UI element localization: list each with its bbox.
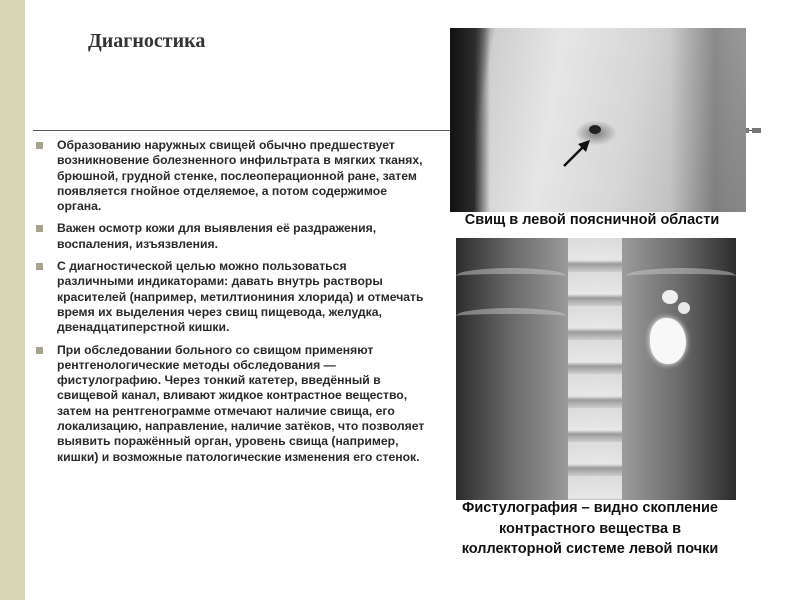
square-bullet-icon xyxy=(36,263,43,270)
fistula-photo xyxy=(450,28,746,212)
bullet-text: При обследовании больного со свищом применяют рентгенологические методы обследования — фистулографию. Через тонкий катетер, введённый в свищевой канал, вливают жидкое контрастное вещество, затем на рентгенограмме отмечают наличие свища, его локализацию, направление, наличие затёков, что позволяет выявить поражённый орган, уровень свища (например, кишки) и возможные патологические изменения его стенок. xyxy=(57,342,425,464)
square-bullet-icon xyxy=(36,142,43,149)
photo-shadow xyxy=(450,28,490,212)
xray-contrast-kidney xyxy=(650,318,686,364)
xray-caption-line: контрастного вещества в xyxy=(498,520,681,537)
list-item xyxy=(36,343,426,465)
bullet-text: С диагностической целью можно пользоваться различными индикаторами: давать внутрь растворы красителей (например, метилтиониния хлорида) и отмечать время их выделения через свищ пищевода, желудка, двенадцатиперстной кишки. xyxy=(57,259,424,335)
photo-skin-fold xyxy=(670,28,746,212)
xray-caption xyxy=(424,498,756,560)
xray-contrast-calyx xyxy=(678,302,690,314)
bullet-list xyxy=(36,138,426,472)
left-decor-band xyxy=(0,0,25,600)
bullet-text: Образованию наружных свищей обычно предшествует возникновение болезненного инфильтрата в мягких тканях, брюшной, грудной стенке, послеоперационной ране, затем появляется гнойное отделяемое, а потом содержимое органа. xyxy=(57,138,423,214)
list-item xyxy=(36,259,426,335)
xray-caption-line: Фистулография – видно скопление xyxy=(462,500,718,516)
list-item xyxy=(36,221,426,252)
fistulography-xray xyxy=(456,238,736,500)
xray-rib xyxy=(626,268,736,284)
xray-spine xyxy=(568,238,622,500)
square-bullet-icon xyxy=(36,225,43,232)
bullet-text: Важен осмотр кожи для выявления её раздражения, воспаления, изъязвления. xyxy=(57,221,377,251)
xray-rib xyxy=(456,268,566,284)
arrow-pointer-icon xyxy=(560,136,594,170)
divider-end-mark xyxy=(752,128,761,133)
xray-contrast-calyx xyxy=(662,290,678,304)
slide-title: Диагностика xyxy=(88,30,206,52)
xray-caption-line: коллекторной системе левой почки xyxy=(461,541,719,557)
square-bullet-icon xyxy=(36,347,43,354)
photo-caption: Свищ в левой поясничной области xyxy=(464,212,720,228)
xray-rib xyxy=(456,308,566,324)
list-item xyxy=(36,138,426,214)
fistula-opening xyxy=(589,125,601,134)
